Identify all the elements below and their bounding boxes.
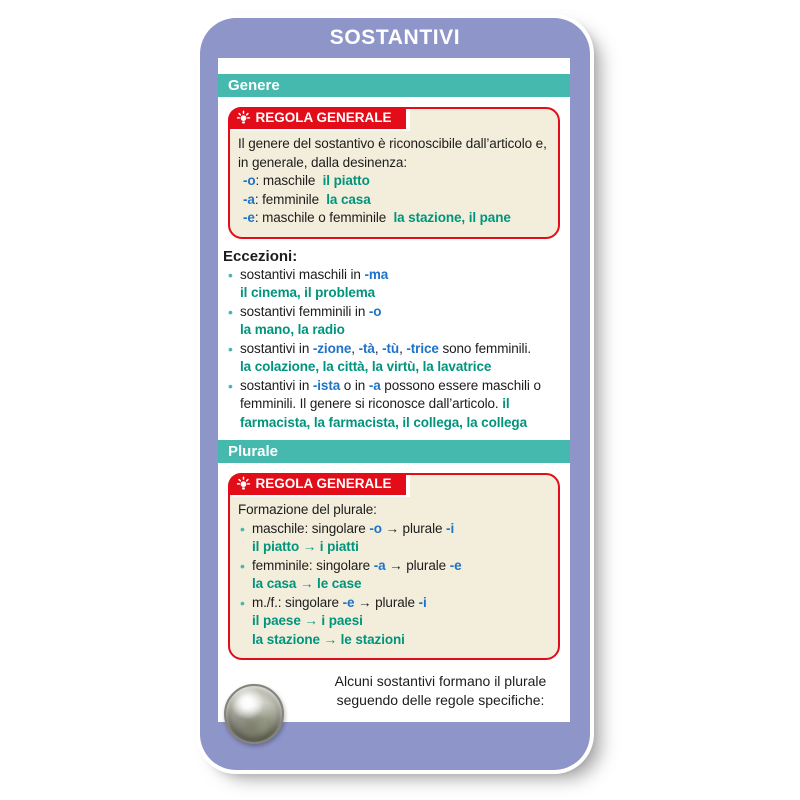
list-item bbox=[223, 303, 564, 340]
list-item bbox=[238, 520, 550, 557]
metal-snap-button bbox=[224, 684, 284, 744]
list-item bbox=[223, 266, 564, 303]
rule-box-plurale bbox=[228, 473, 560, 660]
list-item bbox=[238, 557, 550, 594]
card-content bbox=[218, 58, 570, 722]
rule-box-badge bbox=[228, 473, 406, 495]
list-item-rule: • m./f.: singolare -e → plurale -i bbox=[252, 594, 427, 610]
list-item-examples: la colazione, la città, la virtù, la lavatrice bbox=[240, 359, 492, 374]
rule-intro: Il genere del sostantivo è riconoscibile dall’articolo e, in generale, dalla desinenza: bbox=[238, 136, 547, 170]
rule-line: -o: maschile il piatto bbox=[243, 173, 370, 188]
list-item-rule: • sostantivi in -ista o in -a possono essere maschili o femminili. Il genere si riconosce dall’articolo. il farmacista, la farmacista, il collega, la collega bbox=[240, 377, 541, 430]
card-title: SOSTANTIVI bbox=[329, 26, 461, 49]
list-item-rule: • maschile: singolare -o → plurale -i bbox=[252, 520, 455, 536]
exceptions-heading: Eccezioni: bbox=[223, 247, 298, 265]
rule-box-badge-label: REGOLA GENERALE bbox=[255, 109, 392, 125]
list-item-examples: la mano, la radio bbox=[240, 322, 345, 337]
list-item bbox=[238, 594, 550, 650]
list-item bbox=[223, 340, 564, 377]
list-item-examples: la stazione → le stazioni bbox=[252, 631, 405, 647]
list-item-examples: il cinema, il problema bbox=[240, 285, 376, 300]
rule-line: -e: maschile o femminile la stazione, il pane bbox=[243, 210, 511, 225]
section-band-plurale: Plurale bbox=[218, 440, 570, 463]
rule-intro: Formazione del plurale: bbox=[238, 502, 377, 517]
grammar-card bbox=[200, 18, 590, 770]
list-item-rule: • femminile: singolare -a → plurale -e bbox=[252, 557, 462, 573]
list-item bbox=[223, 377, 564, 433]
footer-note-line: Alcuni sostantivi formano il plurale bbox=[334, 673, 547, 689]
list-item-examples: il piatto → i piatti bbox=[252, 539, 359, 554]
list-item-rule: • sostantivi femminili in -o bbox=[240, 303, 382, 319]
rule-box-badge-label: REGOLA GENERALE bbox=[255, 475, 392, 491]
footer-note bbox=[318, 672, 563, 709]
lightbulb-icon bbox=[236, 110, 251, 125]
list-item-rule: • sostantivi maschili in -ma bbox=[240, 266, 389, 282]
exceptions-section bbox=[223, 247, 564, 433]
list-item-examples: il paese → i paesi bbox=[252, 613, 363, 628]
rule-box-badge bbox=[228, 107, 406, 129]
rule-line: -a: femminile la casa bbox=[243, 191, 371, 207]
rule-box-genere bbox=[228, 107, 560, 239]
list-item-examples: la casa → le case bbox=[252, 576, 362, 591]
footer-note-line: seguendo delle regole specifiche: bbox=[336, 691, 545, 708]
section-band-genere: Genere bbox=[218, 74, 570, 97]
lightbulb-icon bbox=[236, 476, 251, 491]
list-item-rule: • sostantivi in -zione, -tà, -tù, -trice sono femminili. bbox=[240, 340, 531, 356]
